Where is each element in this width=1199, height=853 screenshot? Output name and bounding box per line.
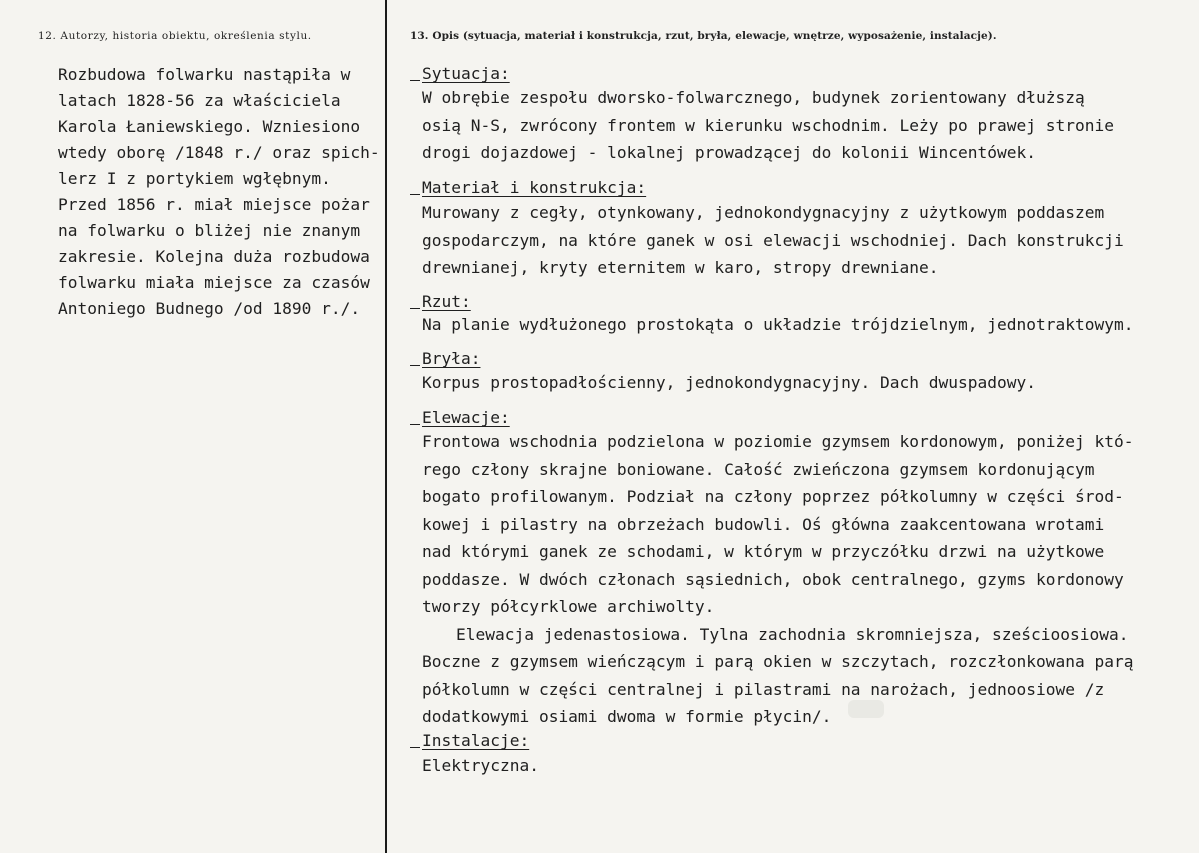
description-line: osią N-S, zwrócony frontem w kierunku wschodnim. Leży po prawej stronie xyxy=(422,115,1114,135)
authors-history-header: 12. Autorzy, historia obiektu, określenia stylu. xyxy=(38,30,312,42)
description-line: W obrębie zespołu dworsko-folwarcznego, budynek zorientowany dłuższą xyxy=(422,88,1085,107)
history-line: zakresie. Kolejna duża rozbudowa xyxy=(58,247,370,266)
description-line: półkolumn w części centralnej i pilastrami na narożach, jednoosiowe /z xyxy=(422,679,1105,699)
description-line: Frontowa wschodnia podzielona w poziomie gzymsem kordonowym, poniżej któ- xyxy=(422,432,1134,451)
description-line: Korpus prostopadłościenny, jednokondygnacyjny. Dach dwuspadowy. xyxy=(422,373,1036,392)
description-line: kowej i pilastry na obrzeżach budowli. Oś główna zaakcentowana wrotami xyxy=(422,514,1105,534)
section-title-rzut: Rzut: xyxy=(422,292,471,311)
description-line: poddasze. W dwóch członach sąsiednich, obok centralnego, gzyms kordonowy xyxy=(422,569,1124,589)
description-line: gospodarczym, na które ganek w osi elewacji wschodniej. Dach konstrukcji xyxy=(422,230,1124,250)
history-line: folwarku miała miejsce za czasów xyxy=(58,273,370,292)
description-line: Murowany z cegły, otynkowany, jednokondygnacyjny z użytkowym poddaszem xyxy=(422,203,1105,222)
description-header: 13. Opis (sytuacja, materiał i konstrukcja, rzut, bryła, elewacje, wnętrze, wyposażenie, instalacje). xyxy=(410,30,997,42)
paper-smudge xyxy=(848,700,884,718)
section-title-material: Materiał i konstrukcja: xyxy=(422,178,646,197)
history-line: wtedy oborę /1848 r./ oraz spich- xyxy=(58,143,380,162)
column-divider xyxy=(385,0,387,853)
description-line: rego człony skrajne boniowane. Całość zwieńczona gzymsem kordonującym xyxy=(422,459,1095,479)
section-title-elewacje: Elewacje: xyxy=(422,408,510,427)
history-line: Przed 1856 r. miał miejsce pożar xyxy=(58,195,370,214)
section-body-material xyxy=(422,199,1124,282)
section-title-instalacje: Instalacje: xyxy=(422,731,529,750)
description-line: bogato profilowanym. Podział na człony poprzez półkolumny w części środ- xyxy=(422,487,1124,506)
section-body-elewacje xyxy=(422,428,1133,731)
section-title-sytuacja: Sytuacja: xyxy=(422,64,510,83)
description-line: drewnianej, kryty eternitem w karo, stropy drewniane. xyxy=(422,258,939,277)
history-line: Antoniego Budnego /od 1890 r./. xyxy=(58,299,361,318)
history-line: lerz I z portykiem wgłębnym. xyxy=(58,169,331,188)
section-body-bryla xyxy=(422,369,1036,397)
section-body-instalacje xyxy=(422,752,539,780)
history-line: na folwarku o bliżej nie znanym xyxy=(58,221,361,240)
history-line: Rozbudowa folwarku nastąpiła w xyxy=(58,65,351,84)
section-title-bryla: Bryła: xyxy=(422,349,480,368)
section-body-sytuacja xyxy=(422,84,1114,167)
history-line: Karola Łaniewskiego. Wzniesiono xyxy=(58,117,361,136)
section-body-rzut xyxy=(422,311,1133,339)
description-line: tworzy półcyrklowe archiwolty. xyxy=(422,597,715,616)
description-line: drogi dojazdowej - lokalnej prowadzącej do kolonii Wincentówek. xyxy=(422,143,1036,162)
description-line: nad którymi ganek ze schodami, w którym w przyczółku drzwi na użytkowe xyxy=(422,542,1105,561)
description-line: Na planie wydłużonego prostokąta o układzie trójdzielnym, jednotraktowym. xyxy=(422,315,1134,334)
description-line: Boczne z gzymsem wieńczącym i parą okien w szczytach, rozczłonkowana parą xyxy=(422,652,1134,671)
history-line: latach 1828-56 za właściciela xyxy=(58,91,341,110)
description-line: dodatkowymi osiami dwoma w formie płycin/. xyxy=(422,707,832,726)
history-text xyxy=(58,62,380,322)
description-line: Elektryczna. xyxy=(422,756,539,775)
description-line-indented: Elewacja jedenastosiowa. Tylna zachodnia skromniejsza, sześcioosiowa. xyxy=(456,624,1129,644)
